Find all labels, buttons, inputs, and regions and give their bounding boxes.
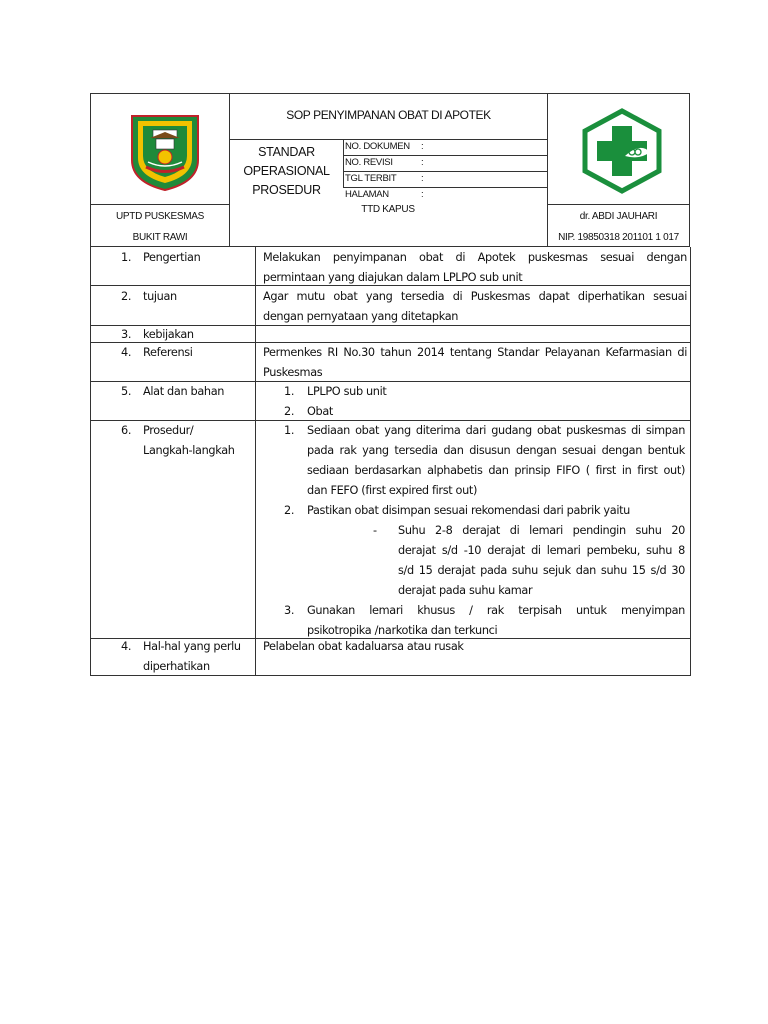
document-header [90,93,690,247]
row-kebijakan [90,326,691,343]
bullet-dash: - [373,524,377,537]
list-number: 1. [284,385,295,398]
head-nip: NIP. 19850318 201101 1 017 [558,232,679,243]
row-pengertian [90,247,691,286]
list-item [284,402,334,422]
step-line: Gunakan lemari khusus / rak terpisah untuk menyimpan [307,604,685,617]
meta-sep: : [421,157,424,168]
row-label: Hal-hal yang perlu [143,640,241,653]
row-number: 4. [121,346,132,359]
row-tujuan [90,286,691,326]
step-line: dan FEFO (first expired first out) [307,484,478,497]
step-line: derajat s/d -10 derajat di lemari pembeku, suhu 8 [398,544,685,557]
row-text-line: Permenkes RI No.30 tahun 2014 tentang Standar Pelayanan Kefarmasian di [263,346,687,359]
row-number: 4. [121,640,132,653]
step-line: sediaan berdasarkan alphabetis dan prinsip FIFO ( first in first out) [307,464,685,477]
step-text [307,501,685,521]
sop-line-1: STANDAR [258,145,315,159]
step-text [398,521,685,601]
row-label: kebijakan [143,328,194,341]
meta-sep: : [421,173,424,184]
step-line: Sediaan obat yang diterima dari gudang obat puskesmas di simpan [307,424,685,437]
meta-label: NO. DOKUMEN [345,141,410,152]
row-label: Prosedur/ [143,424,194,437]
meta-sep: : [421,189,424,200]
regional-emblem-icon [126,112,204,192]
row-text-line: Melakukan penyimpanan obat di Apotek puskesmas sesuai dengan [263,251,687,264]
org-line-2: BUKIT RAWI [132,232,188,243]
row-hal-hal [90,639,691,676]
meta-no-revisi [345,156,548,172]
list-text: LPLPO sub unit [307,385,387,398]
sop-label [230,143,343,200]
row-prosedur [90,421,691,639]
step-number: 3. [284,604,295,617]
row-number: 6. [121,424,132,437]
list-item [284,382,387,402]
meta-label: NO. REVISI [345,157,393,168]
org-name [91,206,229,248]
ttd-label: TTD KAPUS [361,204,415,215]
row-number: 2. [121,290,132,303]
step-text [307,601,685,641]
row-text-line: Agar mutu obat yang tersedia di Puskesmas dapat diperhatikan sesuai [263,290,687,303]
row-number: 3. [121,328,132,341]
list-text: Obat [307,405,334,418]
meta-no-dokumen [345,140,548,156]
step-line: psikotropika /narkotika dan terkunci [307,624,498,637]
sop-line-2: OPERASIONAL [243,164,330,178]
row-text-line: permintaan yang diajukan dalam LPLPO sub unit [263,271,523,284]
row-label-line-2: Langkah-langkah [143,444,235,457]
list-number: 2. [284,405,295,418]
org-line-1: UPTD PUSKESMAS [115,211,205,222]
row-label: tujuan [143,290,177,303]
step-line: pada rak yang tersedia dan disusun dengan sesuai dengan bentuk [307,444,685,457]
row-text-line: Pelabelan obat kadaluarsa atau rusak [263,640,464,653]
meta-sep: : [421,141,424,152]
row-referensi [90,343,691,382]
sop-line-3: PROSEDUR [252,183,321,197]
step-line: s/d 15 derajat pada suhu sejuk dan suhu 15 s/d 30 [398,564,685,577]
meta-tgl-terbit [345,172,548,188]
row-label-line-2: diperhatikan [143,660,210,673]
row-label: Alat dan bahan [143,385,225,398]
row-alat-bahan [90,382,691,421]
step-line: Suhu 2-8 derajat di lemari pendingin suhu 20 [398,524,685,537]
step-number: 1. [284,424,295,437]
step-line: derajat pada suhu kamar [398,584,533,597]
row-number: 5. [121,385,132,398]
row-label: Referensi [143,346,193,359]
row-text-line: Puskesmas [263,366,323,379]
meta-halaman [345,188,548,204]
step-number: 2. [284,504,295,517]
row-label: Pengertian [143,251,201,264]
row-text-line: dengan pernyataan yang ditetapkan [263,310,459,323]
step-text [307,421,685,501]
sop-title: SOP PENYIMPANAN OBAT DI APOTEK [286,108,491,122]
head-name: dr. ABDI JAUHARI [579,211,658,222]
head-signature [547,206,690,248]
puskesmas-cross-icon [580,108,664,194]
meta-label: TGL TERBIT [345,173,397,184]
row-number: 1. [121,251,132,264]
step-line: Pastikan obat disimpan sesuai rekomendasi dari pabrik yaitu [307,504,630,517]
meta-label: HALAMAN [345,189,389,200]
